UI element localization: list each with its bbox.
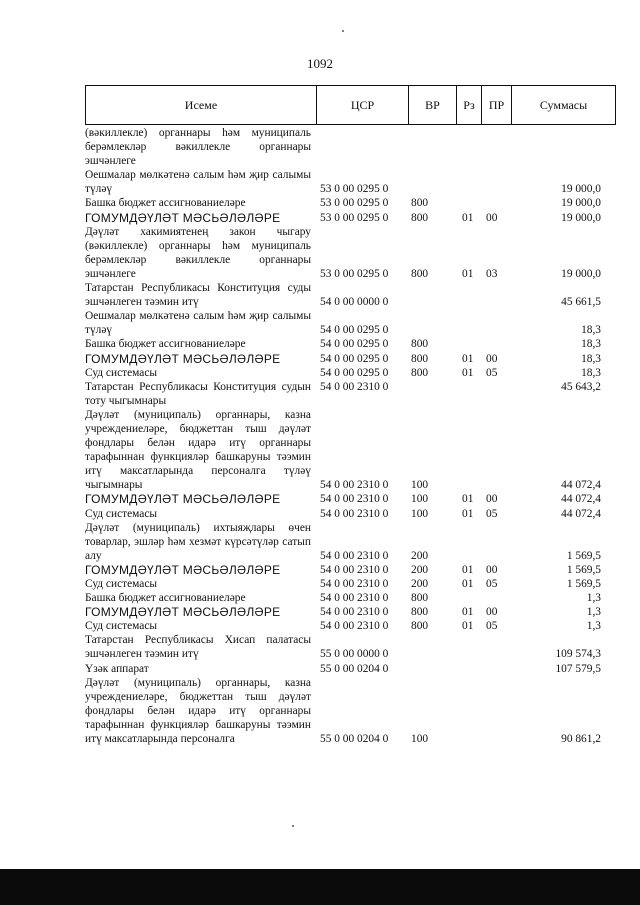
cell-name: Татарстан Республикасы Конституция суды эшчәнлеген тәэмин итү [85,282,311,309]
cell-vr: 100 [411,507,429,520]
table-row [85,408,616,493]
cell-vr: 800 [411,352,429,365]
cell-name: Башка бюджет ассигнованиеләре [85,338,246,351]
table-body [85,126,616,746]
cell-pr: 00 [486,211,498,224]
header-pr: ПР [481,86,511,124]
table-row [85,168,616,196]
cell-vr: 200 [411,549,429,562]
cell-rz: 01 [462,620,474,633]
cell-csr: 54 0 00 0000 0 [320,296,389,309]
table-row [85,619,616,633]
cell-sum: 44 072,4 [561,507,601,520]
cell-name: ГОМУМДӘҮЛӘТ МӘСЬӘЛӘЛӘРЕ [85,562,281,577]
cell-csr: 54 0 00 2310 0 [320,479,389,492]
table-row [85,337,616,351]
cell-name: Суд системасы [85,366,158,379]
cell-name: Суд системасы [85,620,158,633]
cell-name: ГОМУМДӘҮЛӘТ МӘСЬӘЛӘЛӘРЕ [85,210,281,225]
table-row [85,380,616,408]
table-header [85,85,616,125]
cell-csr: 54 0 00 2310 0 [320,592,389,605]
cell-sum: 1,3 [586,606,601,619]
cell-sum: 18,3 [581,366,601,379]
cell-sum: 18,3 [581,352,601,365]
cell-name: Башка бюджет ассигнованиеләре [85,592,246,605]
scan-bottom-edge [0,869,640,905]
cell-pr: 00 [486,606,498,619]
cell-sum: 19 000,0 [561,211,601,224]
table-row [85,211,616,225]
cell-vr: 800 [411,620,429,633]
table-row [85,563,616,577]
cell-rz: 01 [462,267,474,280]
cell-csr: 54 0 00 0295 0 [320,352,389,365]
cell-vr: 800 [411,366,429,379]
cell-name: Дәүләт (муниципаль) органнары, казна учреждениеләре, бюджеттан тыш дәүләт фондлары белән идарә итү органнары тарафыннан функцияләр башкаруны тәэмин итү максатларында персоналга [85,676,311,746]
cell-pr: 00 [486,493,498,506]
cell-sum: 45 661,5 [561,296,601,309]
cell-vr: 100 [411,479,429,492]
cell-pr: 00 [486,352,498,365]
cell-name: Оешмалар мөлкәтенә салым һәм җир салымы түләү [85,169,311,196]
scan-speck [292,825,294,827]
cell-csr: 54 0 00 2310 0 [320,606,389,619]
table-row [85,591,616,605]
cell-name: Дәүләт хакимиятенең закон чыгару (вәкиллекле) органнары һәм муниципаль берәмлекләр вәкиллекле органнары эшчәнлеге [85,225,311,280]
header-rz: Рз [456,86,481,124]
cell-csr: 53 0 00 0295 0 [320,197,389,210]
table-row [85,577,616,591]
cell-sum: 44 072,4 [561,479,601,492]
cell-csr: 53 0 00 0295 0 [320,211,389,224]
cell-pr: 05 [486,507,498,520]
table-row [85,662,616,676]
cell-sum: 1,3 [586,620,601,633]
cell-vr: 100 [411,733,429,746]
cell-pr: 03 [486,267,498,280]
cell-csr: 55 0 00 0204 0 [320,733,389,746]
cell-vr: 200 [411,578,429,590]
table-row [85,366,616,380]
cell-sum: 109 574,3 [555,648,601,661]
cell-csr: 54 0 00 2310 0 [320,380,389,393]
header-sum: Суммасы [511,86,615,124]
header-name: Исеме [184,97,218,112]
cell-csr: 54 0 00 2310 0 [320,620,389,633]
cell-sum: 90 861,2 [561,733,601,746]
cell-name: Башка бюджет ассигнованиеләре [85,197,246,210]
cell-name: ГОМУМДӘҮЛӘТ МӘСЬӘЛӘЛӘРЕ [85,605,281,620]
cell-sum: 18,3 [581,338,601,351]
table-row [85,521,616,563]
cell-sum: 107 579,5 [555,662,601,675]
cell-name: Оешмалар мөлкәтенә салым һәм җир салымы түләү [85,310,311,337]
table-row [85,507,616,521]
cell-csr: 55 0 00 0000 0 [320,648,389,661]
table-row [85,633,616,661]
cell-csr: 54 0 00 2310 0 [320,549,389,562]
cell-pr: 00 [486,563,498,576]
cell-rz: 01 [462,352,474,365]
cell-sum: 1 569,5 [566,549,601,562]
cell-sum: 1 569,5 [566,563,601,576]
table-row [85,126,616,168]
cell-name: Татарстан Республикасы Хисап палатасы эшчәнлеген тәэмин итү [85,634,311,661]
cell-csr: 54 0 00 0295 0 [320,338,389,351]
cell-rz: 01 [462,507,474,520]
table-row [85,492,616,506]
cell-rz: 01 [462,211,474,224]
cell-sum: 19 000,0 [561,183,601,196]
cell-rz: 01 [462,366,474,379]
cell-sum: 19 000,0 [561,267,601,280]
cell-sum: 44 072,4 [561,493,601,506]
table-row [85,196,616,210]
cell-vr: 800 [411,606,429,619]
cell-vr: 800 [411,211,429,224]
table-row [85,225,616,281]
cell-csr: 53 0 00 0295 0 [320,267,389,280]
cell-name: ГОМУМДӘҮЛӘТ МӘСЬӘЛӘЛӘРЕ [85,351,281,366]
cell-rz: 01 [462,493,474,506]
cell-csr: 54 0 00 2310 0 [320,493,389,506]
cell-sum: 1 569,5 [566,578,601,590]
cell-csr: 54 0 00 2310 0 [320,563,389,576]
cell-name: Суд системасы [85,578,158,590]
cell-sum: 18,3 [581,324,601,337]
scan-speck [342,30,344,32]
cell-sum: 19 000,0 [561,197,601,210]
cell-name: Дәүләт (муниципаль) органнары, казна учреждениеләре, бюджеттан тыш дәүләт фондлары белән идарә итү органнары тарафыннан функцияләр башкаруны тәэмин итү максатларында персоналга түләү чыгымнары [85,408,311,492]
cell-name: Татарстан Республикасы Конституция судын тоту чыгымнары [85,380,311,407]
cell-sum: 45 643,2 [561,380,601,393]
cell-vr: 100 [411,493,429,506]
cell-rz: 01 [462,578,474,590]
cell-vr: 800 [411,592,429,605]
cell-name: Үзәк аппарат [85,662,149,675]
cell-name: (вәкиллекле) органнары һәм муниципаль берәмлекләр вәкиллекле органнары эшчәнлеге [85,127,311,168]
table-row [85,281,616,309]
table-row [85,605,616,619]
table-row [85,309,616,337]
cell-name: ГОМУМДӘҮЛӘТ МӘСЬӘЛӘЛӘРЕ [85,492,281,507]
cell-vr: 800 [411,338,429,351]
cell-csr: 54 0 00 2310 0 [320,507,389,520]
cell-pr: 05 [486,620,498,633]
cell-name: Дәүләт (муниципаль) ихтыяҗлары өчен товарлар, эшләр һәм хезмәт күрсәтүләр сатып алу [85,521,311,562]
cell-pr: 05 [486,366,498,379]
cell-csr: 54 0 00 2310 0 [320,578,389,590]
header-csr: ЦСР [316,86,408,124]
cell-sum: 1,3 [586,592,601,605]
cell-vr: 200 [411,563,429,576]
cell-pr: 05 [486,578,498,590]
cell-rz: 01 [462,606,474,619]
cell-rz: 01 [462,563,474,576]
table-row [85,676,616,746]
cell-vr: 800 [411,197,429,210]
cell-vr: 800 [411,267,429,280]
cell-csr: 54 0 00 0295 0 [320,324,389,337]
page-number: 1092 [307,56,333,71]
header-vr: ВР [408,86,456,124]
table-row [85,352,616,366]
cell-csr: 55 0 00 0204 0 [320,662,389,675]
cell-csr: 53 0 00 0295 0 [320,183,389,196]
cell-csr: 54 0 00 0295 0 [320,366,389,379]
cell-name: Суд системасы [85,507,158,520]
